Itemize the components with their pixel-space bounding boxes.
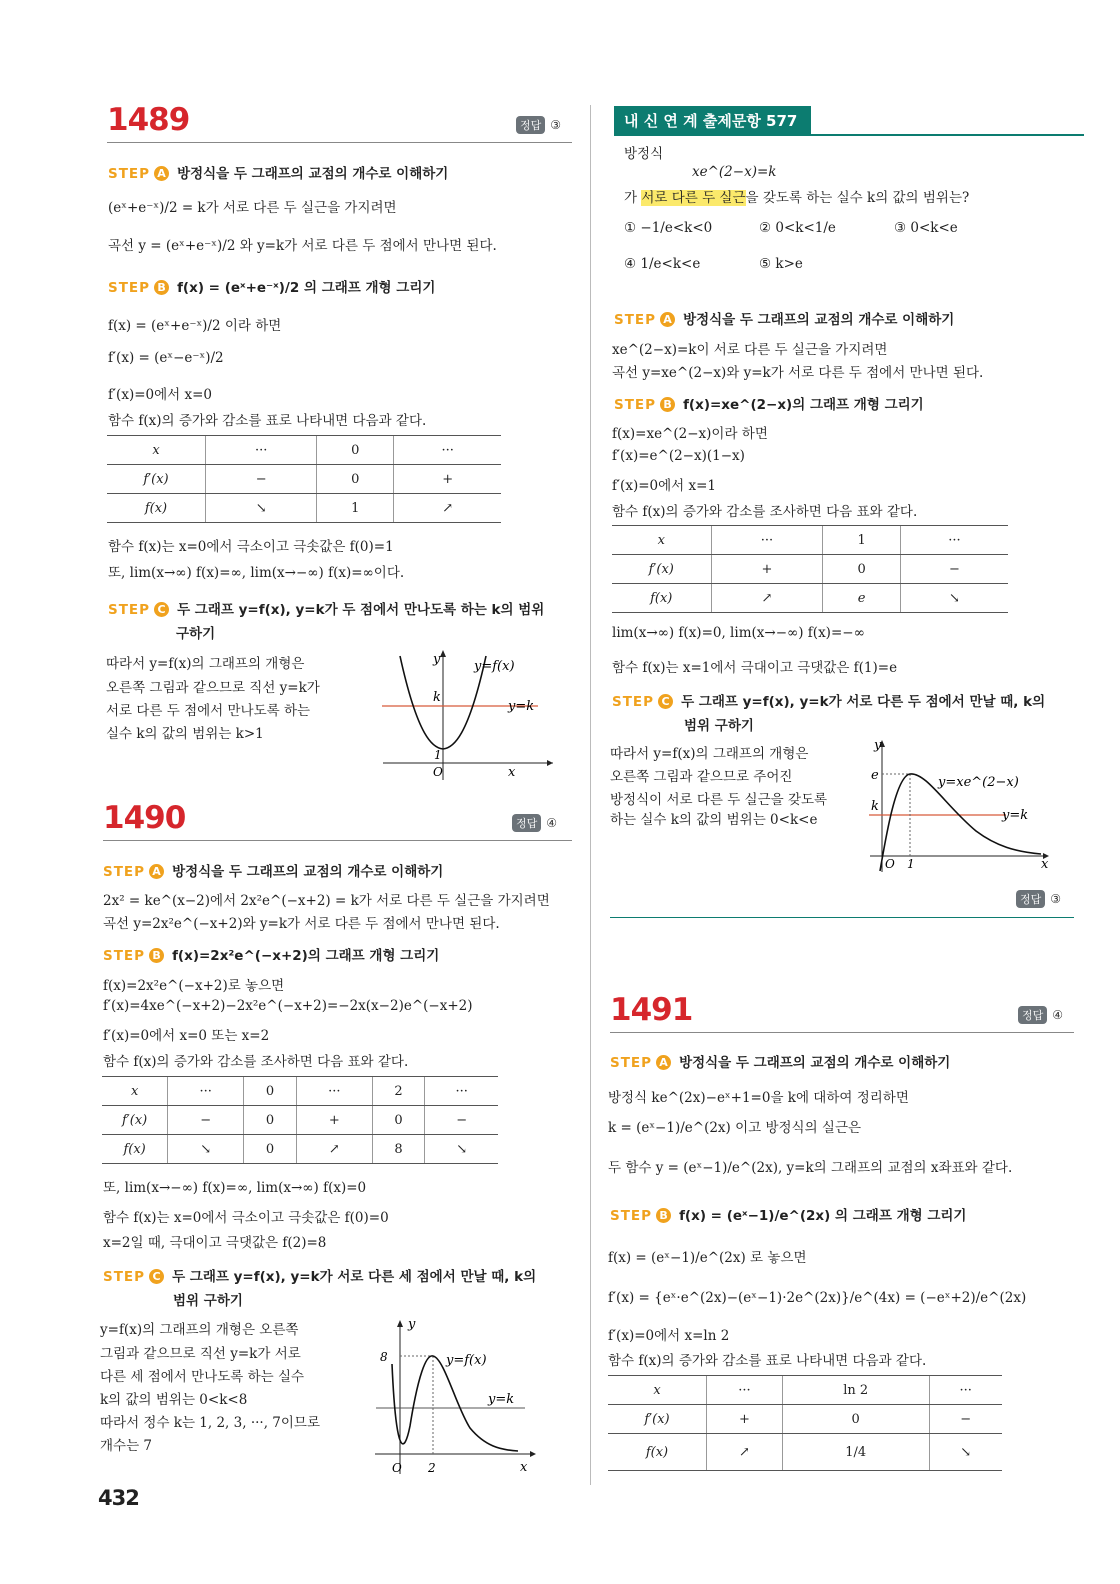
text-line: xe^(2−x)=k이 서로 다른 두 실근을 가지려면 <box>612 342 888 358</box>
text-line: f′(x)=0에서 x=1 <box>612 478 716 494</box>
divider <box>610 917 1074 918</box>
axis-label: x <box>1041 857 1049 872</box>
axis-label: x <box>508 765 516 780</box>
divider <box>103 840 572 841</box>
line-label: y=k <box>1002 808 1029 823</box>
divider <box>610 1032 1074 1033</box>
text-line: 두 함수 y = (eˣ−1)/e^(2x), y=k의 그래프의 교점의 x좌표와 같다. <box>608 1160 1013 1176</box>
text-line: 함수 f(x)의 증가와 감소를 조사하면 다음 표와 같다. <box>612 504 918 520</box>
text-line: f(x) = (eˣ+e⁻ˣ)/2 이라 하면 <box>108 318 282 334</box>
header-rule <box>614 134 1084 136</box>
step-a-heading: STEP A 방정식을 두 그래프의 교점의 개수로 이해하기 <box>103 864 444 880</box>
problem-number-1489: 1489 <box>107 102 190 138</box>
text-line: f(x) = (eˣ−1)/e^(2x) 로 놓으면 <box>608 1250 807 1266</box>
line-label: y=k <box>488 1392 515 1407</box>
question-text: 가 서로 다른 두 실근을 갖도록 하는 실수 k의 값의 범위는? <box>624 190 970 206</box>
text-line: f(x)=2x²e^(−x+2)로 놓으면 <box>103 978 285 994</box>
axis-label: y <box>433 652 441 667</box>
graph-1490 <box>370 1316 542 1481</box>
problem-number-1491: 1491 <box>610 992 693 1028</box>
text-line: 오른쪽 그림과 같으므로 직선 y=k가 <box>106 680 320 696</box>
text-line: 함수 f(x)는 x=0에서 극소이고 극솟값은 f(0)=1 <box>108 539 394 555</box>
variation-table-1489: x ··· 0 ··· f′(x) − 0 + f(x) ↘ 1 ↗ <box>107 435 501 523</box>
origin-label: O <box>392 1461 402 1475</box>
text-line: x=2일 때, 극대이고 극댓값은 f(2)=8 <box>103 1235 327 1251</box>
step-c-heading: STEP C 두 그래프 y=f(x), y=k가 두 점에서 만나도록 하는 k의 범위 <box>108 602 545 618</box>
step-c-heading-cont: 범위 구하기 <box>684 718 754 734</box>
text-line: lim(x→∞) f(x)=0, lim(x→−∞) f(x)=−∞ <box>612 625 865 641</box>
choice-3: ③ 0<k<e <box>894 220 958 236</box>
text-line: 또, lim(x→−∞) f(x)=∞, lim(x→∞) f(x)=0 <box>103 1180 367 1196</box>
question-text: 방정식 <box>624 146 664 162</box>
text-line: 함수 f(x)는 x=0에서 극소이고 극솟값은 f(0)=0 <box>103 1210 389 1226</box>
step-a-heading: STEP A 방정식을 두 그래프의 교점의 개수로 이해하기 <box>614 312 955 328</box>
text-line: f′(x)=0에서 x=0 또는 x=2 <box>103 1028 270 1044</box>
text-line: 함수 f(x)는 x=1에서 극대이고 극댓값은 f(1)=e <box>612 660 898 676</box>
text-line: f′(x)=e^(2−x)(1−x) <box>612 448 745 464</box>
text-line: f(x)=xe^(2−x)이라 하면 <box>612 426 768 442</box>
origin-label: O <box>885 857 895 871</box>
step-b-heading: STEP B f(x) = (eˣ−1)/e^(2x) 의 그래프 개형 그리기 <box>610 1208 967 1224</box>
variation-table-577: x ··· 1 ··· f′(x) + 0 − f(x) ↗ e ↘ <box>612 525 1008 613</box>
step-b-heading: STEP B f(x) = (eˣ+e⁻ˣ)/2 의 그래프 개형 그리기 <box>108 280 436 296</box>
step-b-heading: STEP B f(x)=2x²e^(−x+2)의 그래프 개형 그리기 <box>103 948 440 964</box>
divider <box>107 142 572 143</box>
text-line: (eˣ+e⁻ˣ)/2 = k가 서로 다른 두 실근을 가지려면 <box>108 200 397 216</box>
answer-badge-1489: 정답 ③ <box>516 116 561 134</box>
step-a-heading: STEP A 방정식을 두 그래프의 교점의 개수로 이해하기 <box>108 166 449 182</box>
choice-5: ⑤ k>e <box>759 256 803 272</box>
text-line: 곡선 y=xe^(2−x)와 y=k가 서로 다른 두 점에서 만나면 된다. <box>612 365 984 381</box>
origin-label: O <box>433 765 443 779</box>
choice-1: ① −1/e<k<0 <box>624 220 713 236</box>
graph-1489 <box>378 648 558 783</box>
graph-577 <box>866 736 1056 876</box>
max-label: 8 <box>380 1350 388 1364</box>
text-line: f′(x)=0에서 x=0 <box>108 387 212 403</box>
text-line: k의 값의 범위는 0<k<8 <box>100 1392 248 1408</box>
step-b-heading: STEP B f(x)=xe^(2−x)의 그래프 개형 그리기 <box>614 397 924 413</box>
text-line: 곡선 y=2x²e^(−x+2)와 y=k가 서로 다른 두 점에서 만나면 된다. <box>103 916 500 932</box>
column-divider <box>590 105 591 1485</box>
k-label: k <box>871 799 879 814</box>
step-c-heading-cont: 범위 구하기 <box>173 1293 243 1309</box>
text-line: 함수 f(x)의 증가와 감소를 표로 나타내면 다음과 같다. <box>608 1353 927 1369</box>
step-c-heading-cont: 구하기 <box>176 626 216 642</box>
text-line: 곡선 y = (eˣ+e⁻ˣ)/2 와 y=k가 서로 다른 두 점에서 만나면 된다. <box>108 238 497 254</box>
step-c-heading: STEP C 두 그래프 y=f(x), y=k가 서로 다른 세 점에서 만날 때, k의 <box>103 1269 537 1285</box>
choice-2: ② 0<k<1/e <box>759 220 836 236</box>
axis-label: x <box>520 1460 528 1475</box>
text-line: 서로 다른 두 점에서 만나도록 하는 <box>106 703 311 719</box>
text-line: f′(x)=4xe^(−x+2)−2x²e^(−x+2)=−2x(x−2)e^(−x+2) <box>103 998 473 1014</box>
variation-table-1491: x ··· ln 2 ··· f′(x) + 0 − f(x) ↗ 1/4 ↘ <box>608 1375 1002 1471</box>
curve-label: y=f(x) <box>446 1353 487 1368</box>
text-line: 방정식이 서로 다른 두 실근을 갖도록 <box>610 792 828 808</box>
text-line: 개수는 7 <box>100 1438 153 1454</box>
answer-badge-1490: 정답 ④ <box>512 814 557 832</box>
text-line: f′(x)=0에서 x=ln 2 <box>608 1328 730 1344</box>
text-line: k = (eˣ−1)/e^(2x) 이고 방정식의 실근은 <box>608 1120 862 1136</box>
page-number: 432 <box>98 1486 139 1510</box>
x-tick-label: 1 <box>907 857 915 871</box>
step-c-heading: STEP C 두 그래프 y=f(x), y=k가 서로 다른 두 점에서 만날 때, k의 <box>612 694 1046 710</box>
text-line: 실수 k의 값의 범위는 k>1 <box>106 726 264 742</box>
step-a-heading: STEP A 방정식을 두 그래프의 교점의 개수로 이해하기 <box>610 1055 951 1071</box>
answer-badge-1491: 정답 ④ <box>1018 1006 1063 1024</box>
text-line: 방정식 ke^(2x)−eˣ+1=0을 k에 대하여 정리하면 <box>608 1090 909 1106</box>
text-line: 또, lim(x→∞) f(x)=∞, lim(x→−∞) f(x)=∞이다. <box>108 565 405 581</box>
axis-label: y <box>408 1317 416 1332</box>
text-line: y=f(x)의 그래프의 개형은 오른쪽 <box>100 1322 299 1338</box>
text-line: 따라서 y=f(x)의 그래프의 개형은 <box>610 746 809 762</box>
text-line: 따라서 정수 k는 1, 2, 3, ···, 7이므로 <box>100 1415 320 1431</box>
text-line: 2x² = ke^(x−2)에서 2x²e^(−x+2) = k가 서로 다른 두 실근을 가지려면 <box>103 893 550 909</box>
text-line: 오른쪽 그림과 같으므로 주어진 <box>610 769 793 785</box>
text-line: 하는 실수 k의 값의 범위는 0<k<e <box>610 812 818 828</box>
variation-table-1490: x ··· 0 ··· 2 ··· f′(x) − 0 + 0 − f(x) ↘ 0 ↗ 8 ↘ <box>102 1076 498 1164</box>
text-line: 따라서 y=f(x)의 그래프의 개형은 <box>106 656 305 672</box>
question-equation: xe^(2−x)=k <box>692 164 777 180</box>
text-line: 함수 f(x)의 증가와 감소를 조사하면 다음 표와 같다. <box>103 1054 409 1070</box>
x-tick-label: 2 <box>428 1461 436 1475</box>
text-line: 함수 f(x)의 증가와 감소를 표로 나타내면 다음과 같다. <box>108 413 427 429</box>
k-label: k <box>433 690 441 705</box>
answer-badge-577: 정답 ③ <box>1016 890 1061 908</box>
curve-label: y=f(x) <box>474 659 515 674</box>
min-label: 1 <box>434 748 442 762</box>
text-line: 다른 세 점에서 만나도록 하는 실수 <box>100 1369 305 1385</box>
text-line: 그림과 같으므로 직선 y=k가 서로 <box>100 1346 301 1362</box>
axis-label: y <box>874 738 882 753</box>
curve-label: y=xe^(2−x) <box>938 775 1019 790</box>
naesin-header: 내 신 연 계 출제문항 577 <box>614 106 811 135</box>
line-label: y=k <box>508 699 535 714</box>
choice-4: ④ 1/e<k<e <box>624 256 701 272</box>
text-line: f′(x) = (eˣ−e⁻ˣ)/2 <box>108 350 224 366</box>
text-line: f′(x) = {eˣ·e^(2x)−(eˣ−1)·2e^(2x)}/e^(4x) = (−eˣ+2)/e^(2x) <box>608 1290 1027 1306</box>
e-label: e <box>871 768 879 783</box>
problem-number-1490: 1490 <box>103 800 186 836</box>
